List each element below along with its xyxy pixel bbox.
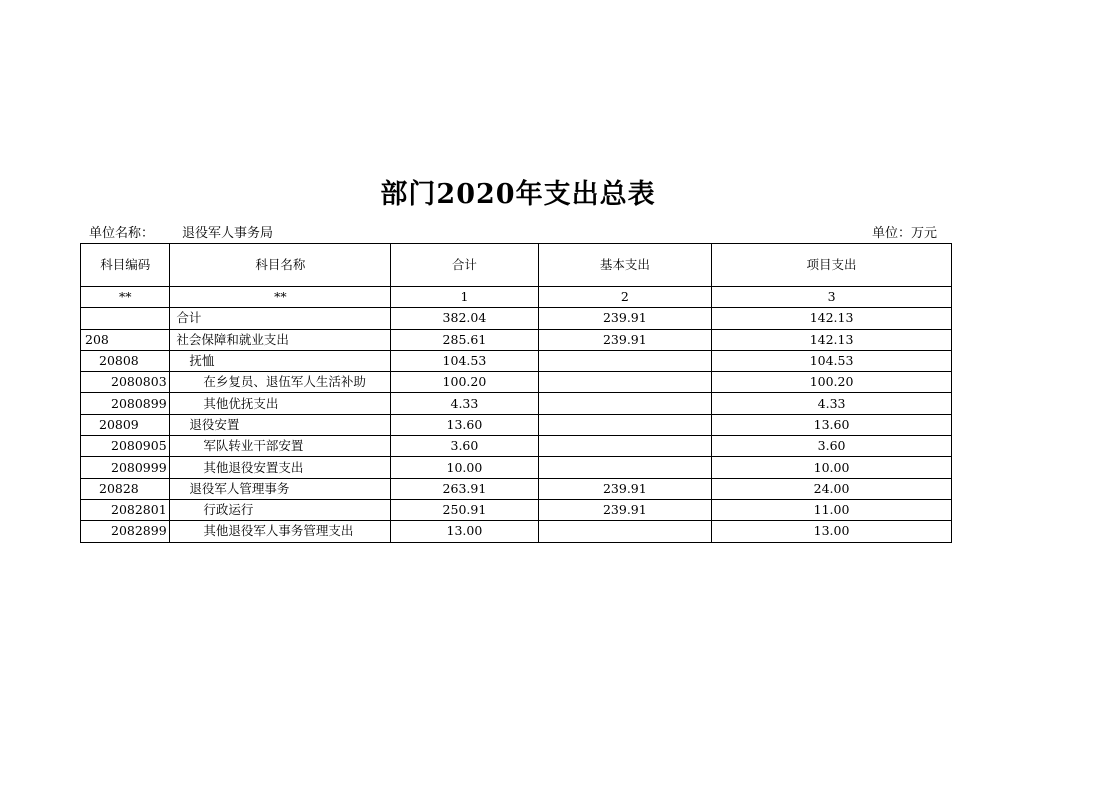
basic-cell xyxy=(538,436,712,457)
name-cell: 抚恤 xyxy=(170,350,391,371)
index-cell: ** xyxy=(81,287,170,308)
table-row xyxy=(81,372,952,393)
project-cell: 11.00 xyxy=(712,499,952,520)
table-row xyxy=(81,478,952,499)
total-cell: 3.60 xyxy=(391,436,538,457)
project-cell: 13.60 xyxy=(712,414,952,435)
total-cell: 13.00 xyxy=(391,521,538,542)
name-cell: 军队转业干部安置 xyxy=(170,436,391,457)
project-cell: 24.00 xyxy=(712,478,952,499)
name-cell: 社会保障和就业支出 xyxy=(170,329,391,350)
unit-name-value: 退役军人事务局 xyxy=(182,226,274,241)
code-cell: 2082801 xyxy=(81,499,170,520)
total-cell: 250.91 xyxy=(391,499,538,520)
basic-cell xyxy=(538,372,712,393)
code-cell: 2080803 xyxy=(81,372,170,393)
name-cell: 其他退役安置支出 xyxy=(170,457,391,478)
basic-cell: 239.91 xyxy=(538,499,712,520)
project-cell: 104.53 xyxy=(712,350,952,371)
project-cell: 10.00 xyxy=(712,457,952,478)
name-cell: 合计 xyxy=(170,308,391,329)
name-cell: 行政运行 xyxy=(170,499,391,520)
total-cell: 13.60 xyxy=(391,414,538,435)
money-unit-label: 单位：万元 xyxy=(872,226,938,241)
table-row xyxy=(81,457,952,478)
name-cell: 在乡复员、退伍军人生活补助 xyxy=(170,372,391,393)
header-name: 科目名称 xyxy=(170,244,391,287)
header-basic: 基本支出 xyxy=(538,244,712,287)
project-cell: 13.00 xyxy=(712,521,952,542)
code-cell: 20809 xyxy=(81,414,170,435)
code-cell: 20808 xyxy=(81,350,170,371)
total-cell: 4.33 xyxy=(391,393,538,414)
table-row xyxy=(81,350,952,371)
basic-cell xyxy=(538,521,712,542)
table-row xyxy=(81,436,952,457)
index-cell: ** xyxy=(170,287,391,308)
index-cell: 2 xyxy=(538,287,712,308)
index-cell: 3 xyxy=(712,287,952,308)
table-row xyxy=(81,393,952,414)
index-cell: 1 xyxy=(391,287,538,308)
page-title: 部门2020年支出总表 xyxy=(380,179,656,210)
code-cell xyxy=(81,308,170,329)
code-cell: 2080899 xyxy=(81,393,170,414)
header-code: 科目编码 xyxy=(81,244,170,287)
unit-name-label: 单位名称： xyxy=(89,226,155,241)
basic-cell xyxy=(538,393,712,414)
basic-cell xyxy=(538,457,712,478)
total-cell: 10.00 xyxy=(391,457,538,478)
code-cell: 2082899 xyxy=(81,521,170,542)
table-row xyxy=(81,329,952,350)
total-cell: 263.91 xyxy=(391,478,538,499)
table-row xyxy=(81,521,952,542)
name-cell: 退役安置 xyxy=(170,414,391,435)
header-project: 项目支出 xyxy=(712,244,952,287)
project-cell: 3.60 xyxy=(712,436,952,457)
project-cell: 142.13 xyxy=(712,329,952,350)
code-cell: 2080905 xyxy=(81,436,170,457)
basic-cell: 239.91 xyxy=(538,478,712,499)
project-cell: 100.20 xyxy=(712,372,952,393)
name-cell: 其他退役军人事务管理支出 xyxy=(170,521,391,542)
total-cell: 104.53 xyxy=(391,350,538,371)
total-cell: 100.20 xyxy=(391,372,538,393)
table-row xyxy=(81,499,952,520)
table-row xyxy=(81,414,952,435)
header-total: 合计 xyxy=(391,244,538,287)
code-cell: 208 xyxy=(81,329,170,350)
basic-cell: 239.91 xyxy=(538,329,712,350)
project-cell: 4.33 xyxy=(712,393,952,414)
code-cell: 20828 xyxy=(81,478,170,499)
name-cell: 退役军人管理事务 xyxy=(170,478,391,499)
name-cell: 其他优抚支出 xyxy=(170,393,391,414)
basic-cell xyxy=(538,350,712,371)
total-cell: 285.61 xyxy=(391,329,538,350)
total-cell: 382.04 xyxy=(391,308,538,329)
table-header-row xyxy=(81,244,952,287)
code-cell: 2080999 xyxy=(81,457,170,478)
project-cell: 142.13 xyxy=(712,308,952,329)
index-row xyxy=(81,287,952,308)
table-row xyxy=(81,308,952,329)
basic-cell xyxy=(538,414,712,435)
expenditure-table xyxy=(80,243,952,543)
basic-cell: 239.91 xyxy=(538,308,712,329)
